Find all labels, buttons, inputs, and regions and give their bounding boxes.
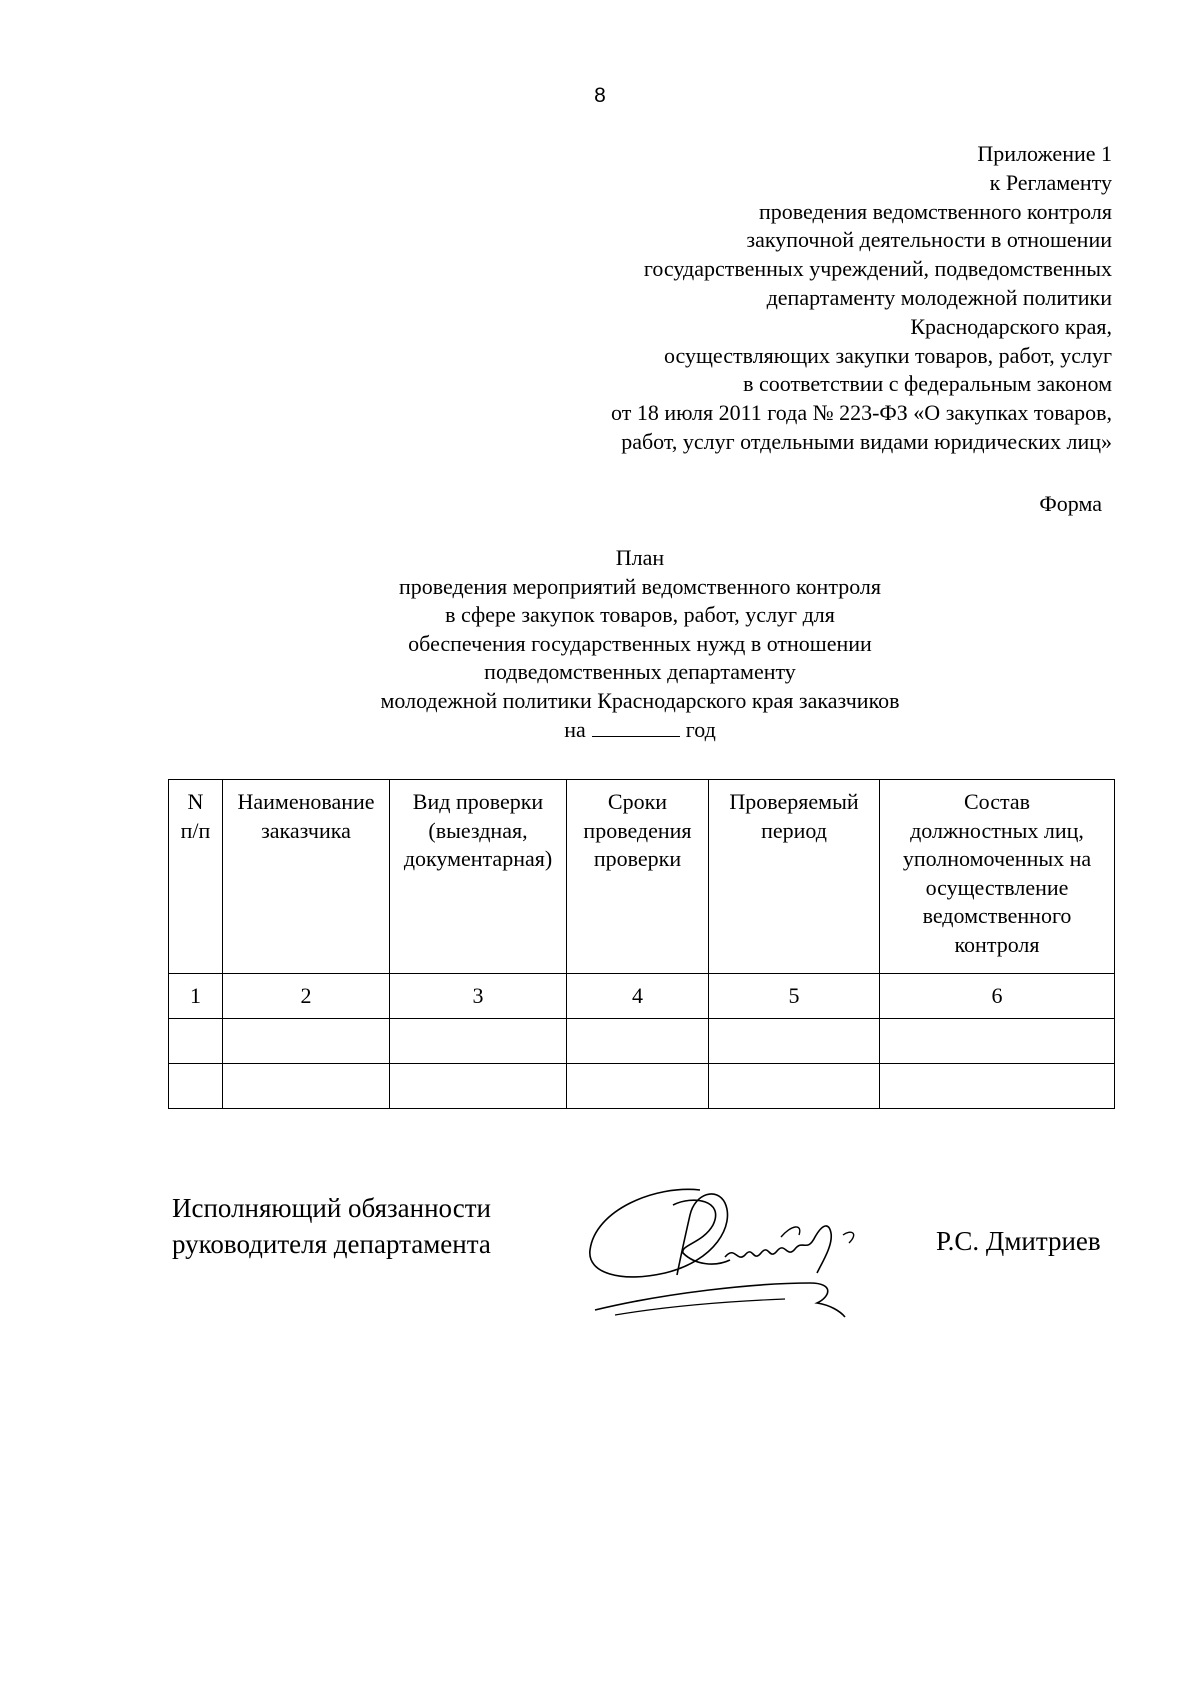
column-number-cell: 1 [169, 974, 223, 1019]
year-suffix: год [685, 716, 716, 742]
column-number-cell: 5 [709, 974, 880, 1019]
header-cell-number: N п/п [169, 780, 223, 974]
appendix-line: Краснодарского края, [910, 313, 1112, 339]
table-cell [223, 1064, 390, 1109]
plan-title-line: подведомственных департаменту [484, 659, 796, 685]
page-number: 8 [594, 84, 606, 107]
appendix-line: закупочной деятельности в отношении [746, 227, 1112, 253]
appendix-line: проведения ведомственного контроля [758, 198, 1112, 224]
plan-title-line: проведения мероприятий ведомственного контроля [398, 573, 882, 599]
table-cell [709, 1064, 880, 1109]
appendix-block [472, 140, 1112, 457]
appendix-line: в соответствии с федеральным законом [743, 371, 1112, 397]
table-row [169, 1019, 1115, 1064]
table-column-numbers-row [169, 974, 1115, 1019]
signer-name: Р.С. Дмитриев [936, 1226, 1101, 1256]
table-cell [709, 1019, 880, 1064]
appendix-line: осуществляющих закупки товаров, работ, услуг [663, 342, 1112, 368]
year-prefix: на [564, 716, 586, 742]
table-header-row [169, 780, 1115, 974]
table-cell [390, 1064, 567, 1109]
plan-title-line: обеспечения государственных нужд в отношении [408, 630, 872, 656]
appendix-line: Приложение 1 [977, 141, 1112, 166]
signer-title-line: руководителя департамента [172, 1229, 491, 1259]
table-cell [567, 1064, 709, 1109]
plan-title-line: в сфере закупок товаров, работ, услуг для [445, 602, 835, 628]
handwritten-signature [585, 1165, 895, 1325]
appendix-line: государственных учреждений, подведомственных [643, 256, 1112, 282]
appendix-line: работ, услуг отдельными видами юридических лиц» [621, 428, 1112, 454]
column-number-cell: 4 [567, 974, 709, 1019]
header-cell-period: Проверяемый период [709, 780, 880, 974]
appendix-line: департаменту молодежной политики [766, 284, 1112, 310]
header-cell-dates: Сроки проведения проверки [567, 780, 709, 974]
plan-year-line [250, 716, 1030, 745]
table-cell [880, 1019, 1115, 1064]
signer-title [172, 1190, 491, 1262]
column-number-cell: 3 [390, 974, 567, 1019]
table-cell [567, 1019, 709, 1064]
table-cell [169, 1064, 223, 1109]
plan-table [168, 779, 1115, 1109]
column-number-cell: 6 [880, 974, 1115, 1019]
header-cell-officials: Состав должностных лиц, уполномоченных на осуществление ведомственного контроля [880, 780, 1115, 974]
form-label: Форма [1039, 491, 1102, 516]
signer-title-line: Исполняющий обязанности [172, 1193, 491, 1223]
plan-title-line: молодежной политики Краснодарского края заказчиков [380, 687, 900, 713]
table-cell [169, 1019, 223, 1064]
plan-title [250, 544, 1030, 744]
appendix-line: к Регламенту [989, 169, 1112, 195]
table-cell [223, 1019, 390, 1064]
header-cell-customer: Наименование заказчика [223, 780, 390, 974]
appendix-line: от 18 июля 2011 года № 223-ФЗ «О закупках товаров, [611, 400, 1112, 426]
table-row [169, 1064, 1115, 1109]
header-cell-inspection-type: Вид проверки (выездная, документарная) [390, 780, 567, 974]
year-blank [592, 716, 680, 737]
table-cell [880, 1064, 1115, 1109]
plan-title-line: План [615, 545, 665, 570]
column-number-cell: 2 [223, 974, 390, 1019]
table-cell [390, 1019, 567, 1064]
